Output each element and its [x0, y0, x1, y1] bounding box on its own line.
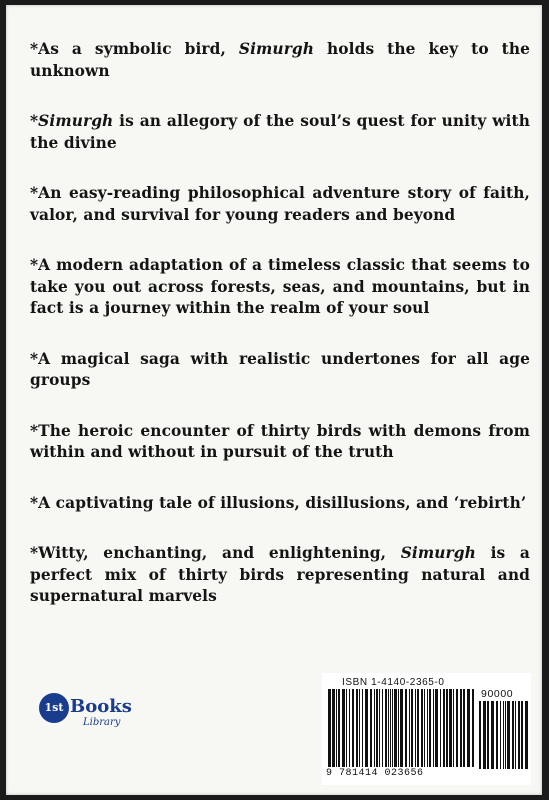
barcode-bar [446, 689, 448, 767]
barcode-bar [472, 689, 474, 767]
ean-digits: 9 781414 023656 [326, 768, 424, 779]
barcode-bar [505, 701, 506, 769]
barcode-bar [370, 689, 372, 767]
barcode-bar [424, 689, 425, 767]
barcode-bar [525, 701, 528, 769]
barcode-bar [449, 689, 452, 767]
barcode-bar [352, 689, 354, 767]
blurb-item [30, 183, 530, 226]
barcode-bar [507, 701, 510, 769]
blurb-item [30, 255, 530, 320]
barcode-bar [460, 689, 462, 767]
blurb-list [30, 39, 530, 637]
barcode-bar [491, 701, 494, 769]
barcode-bar [359, 689, 360, 767]
barcode-bar [429, 689, 431, 767]
blurb-text: *As a symbolic bird, [30, 40, 239, 58]
barcode-bar [503, 701, 504, 769]
blurb-item [30, 543, 530, 608]
blurb-text: holds the key to the unknown [30, 40, 531, 80]
isbn-label: ISBN 1-4140-2365-0 [342, 677, 445, 688]
barcode-bar [415, 689, 416, 767]
barcode-bar [338, 689, 340, 767]
barcode-bar [433, 689, 434, 767]
barcode-bar [515, 701, 516, 769]
barcode-bar [496, 701, 498, 769]
barcode-bar [392, 689, 393, 767]
barcode-bar [427, 689, 428, 767]
blurb-item [30, 39, 530, 82]
blurb-text: *The heroic encounter of thirty birds with demons from within and without in pursuit of the truth [30, 421, 530, 461]
barcode-bar [467, 689, 470, 767]
barcode-bar [440, 689, 441, 767]
ean-barcode [328, 689, 478, 769]
barcode-bar [456, 689, 458, 767]
publisher-logo-circle: 1st [39, 693, 69, 723]
barcode-bar [421, 689, 423, 767]
publisher-name: Books [70, 696, 132, 717]
barcode-bar [409, 689, 410, 767]
publisher-logo [39, 690, 139, 735]
barcode-bar [342, 689, 345, 767]
barcode-bar [400, 689, 403, 767]
price-code: 90000 [481, 688, 514, 700]
barcode-bar [332, 689, 335, 767]
barcode-bar [483, 701, 486, 769]
barcode-bar [411, 689, 413, 767]
barcode-bar [479, 701, 481, 769]
barcode-bar [521, 701, 523, 769]
blurb-text: * [30, 112, 39, 130]
barcode-bar [398, 689, 399, 767]
barcode-bar [356, 689, 358, 767]
book-back-cover [6, 5, 542, 795]
title-italic: Simurgh [238, 40, 315, 58]
blurb-item [30, 111, 530, 154]
barcode-bar [512, 701, 514, 769]
barcode-bar [385, 689, 387, 767]
barcode-bar [390, 689, 391, 767]
barcode-bar [405, 689, 407, 767]
barcode-bar [518, 701, 520, 769]
barcode-bar [388, 689, 389, 767]
barcode-bar [453, 689, 454, 767]
blurb-text: is an allegory of the soul’s quest for unity with the divine [30, 112, 530, 152]
barcode-bar [379, 689, 380, 767]
barcode-bar [362, 689, 363, 767]
barcode-bar [417, 689, 419, 767]
barcode-bar [463, 689, 465, 767]
blurb-text: *Witty, enchanting, and enlightening, [30, 544, 401, 562]
barcode-bar [435, 689, 438, 767]
barcode-bar [346, 689, 347, 767]
barcode-bar [328, 689, 331, 767]
blurb-text: *A captivating tale of illusions, disillusions, and ‘rebirth’ [30, 493, 527, 512]
blurb-text: *A magical saga with realistic undertones for all age groups [30, 349, 530, 389]
barcode-bar [336, 689, 337, 767]
blurb-text: *A modern adaptation of a timeless classic that seems to take you out across forests, seas, and mountains, but in fact is a journey within the realm of your soul [30, 256, 530, 317]
barcode-bar [365, 689, 368, 767]
blurb-item [30, 421, 530, 464]
blurb-item [30, 493, 530, 515]
barcode-block [322, 673, 531, 785]
price-barcode [479, 701, 529, 771]
blurb-item [30, 349, 530, 392]
blurb-text: *An easy-reading philosophical adventure story of faith, valor, and survival for young readers and beyond [30, 184, 530, 224]
publisher-sub: Library [83, 717, 121, 728]
barcode-bar [382, 689, 383, 767]
barcode-bar [349, 689, 350, 767]
title-italic: Simurgh [400, 544, 476, 562]
barcode-bar [487, 701, 489, 769]
barcode-bar [376, 689, 378, 767]
barcode-bar [394, 689, 397, 767]
barcode-bar [374, 689, 375, 767]
blurb-text: is a perfect mix of thirty birds representing natural and supernatural marvels [30, 544, 530, 605]
barcode-bar [500, 701, 501, 769]
barcode-bar [443, 689, 445, 767]
title-italic: Simurgh [38, 112, 114, 130]
